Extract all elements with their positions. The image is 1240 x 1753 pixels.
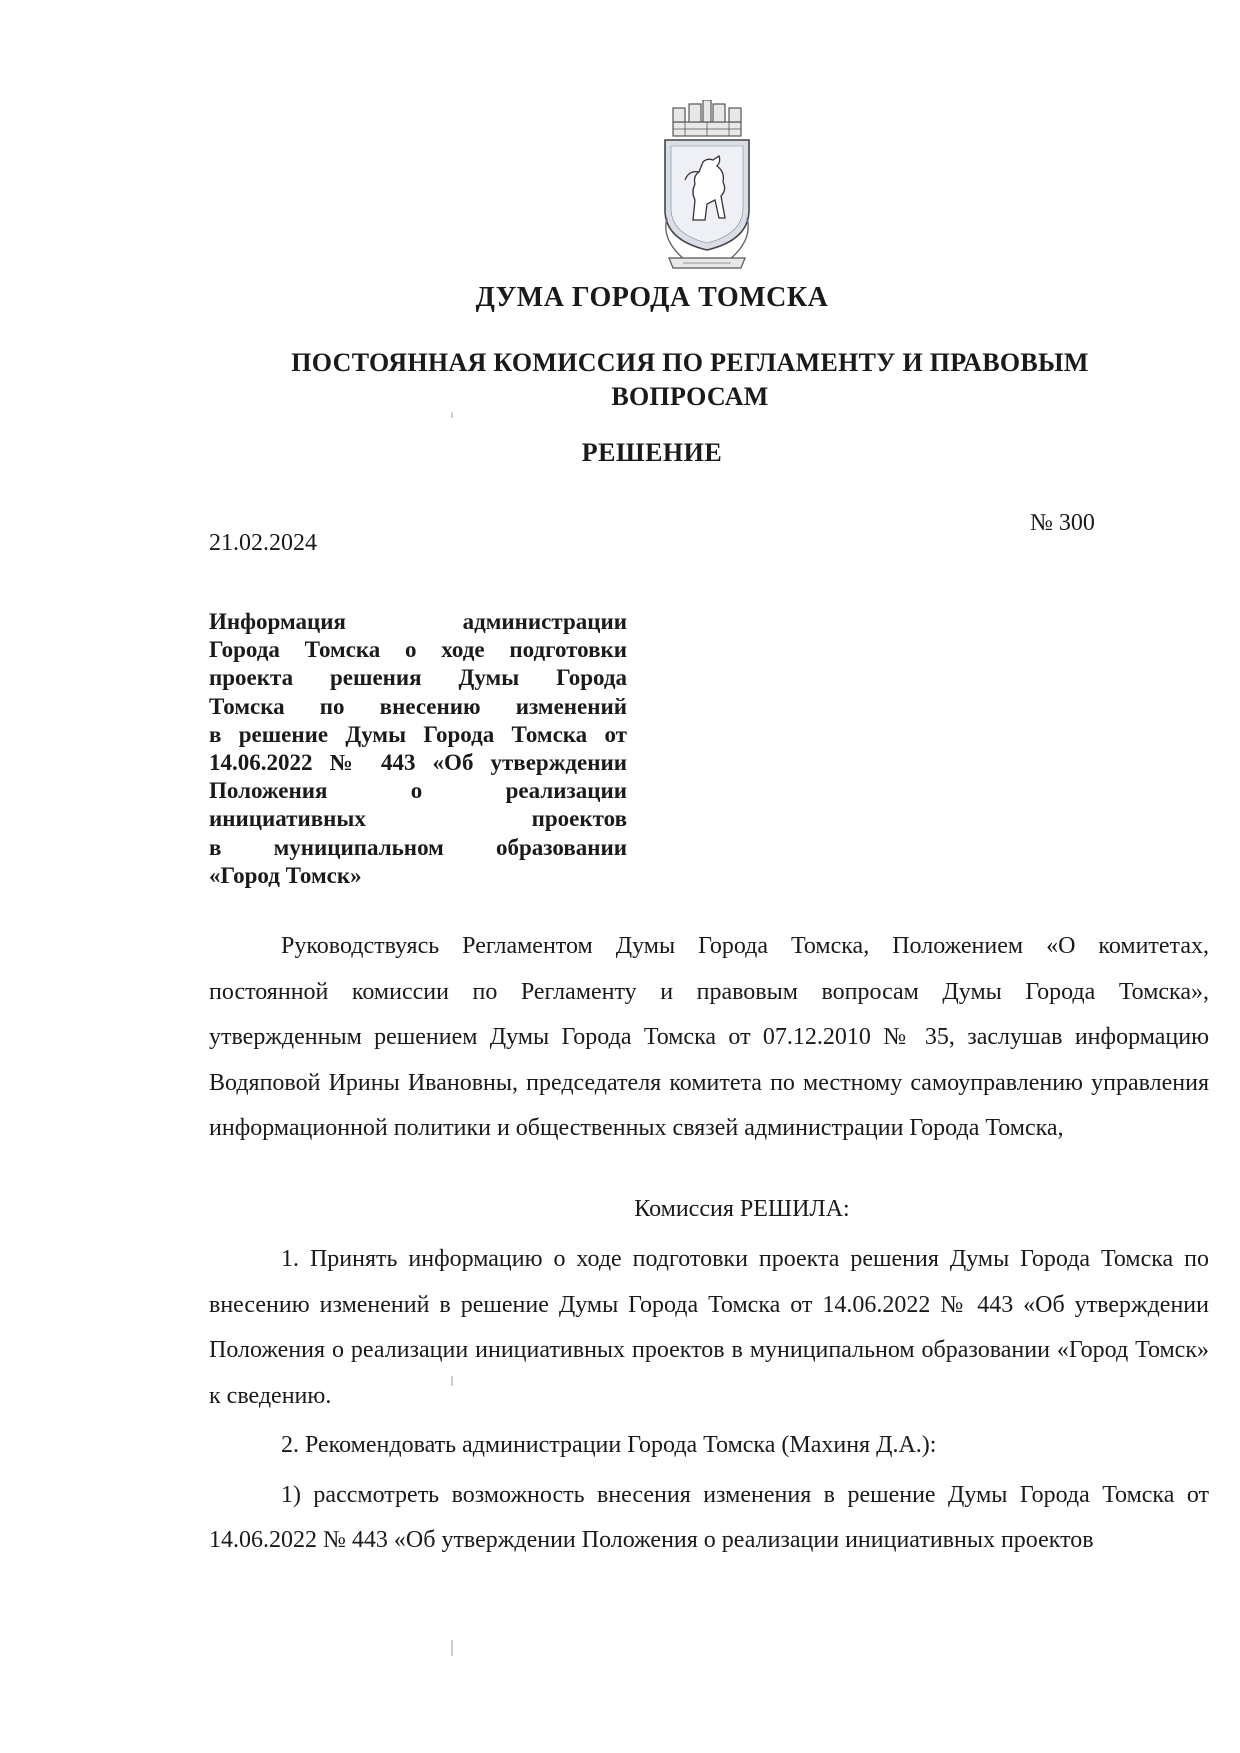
subject-line: Города Томска о ходе подготовки xyxy=(209,637,627,663)
subject-line: Положения о реализации xyxy=(209,778,627,804)
commission-title: ПОСТОЯННАЯ КОМИССИЯ ПО РЕГЛАМЕНТУ И ПРАВОВЫМ ВОПРОСАМ xyxy=(291,348,1089,411)
decision-item: 1) рассмотреть возможность внесения изменения в решение Думы Города Томска от 14.06.2022 № 443 «Об утверждении Положения о реализации инициативных проектов xyxy=(209,1481,1209,1553)
tomsk-coat-of-arms-icon xyxy=(655,100,759,278)
document-number: № 300 xyxy=(1030,510,1095,536)
document-subject xyxy=(209,608,627,890)
subject-line: проекта решения Думы Города xyxy=(209,665,627,691)
council-title: ДУМА ГОРОДА ТОМСКА xyxy=(475,282,829,313)
preamble-paragraph: Руководствуясь Регламентом Думы Города Томска, Положением «О комитетах, постоянной комиссии по Регламенту и правовым вопросам Думы Города Томска», утвержденным решением Думы Города Томска от 07.12.2010 № 35, заслушав информацию Водяповой Ирины Ивановны, председателя комитета по местному самоуправлению управления информационной политики и общественных связей администрации Города Томска, xyxy=(209,933,1209,1141)
decision-item: 2. Рекомендовать администрации Города Томска (Махиня Д.А.): xyxy=(281,1432,937,1458)
resolved-heading: Комиссия РЕШИЛА: xyxy=(634,1196,850,1222)
subject-line: инициативных проектов xyxy=(209,806,627,832)
subject-line: 14.06.2022 № 443 «Об утверждении xyxy=(209,750,627,776)
scan-mark xyxy=(451,1376,453,1386)
subject-line: «Город Томск» xyxy=(209,862,362,888)
subject-line: Томска по внесению изменений xyxy=(209,693,627,719)
document-date: 21.02.2024 xyxy=(209,530,317,556)
decision-items xyxy=(209,1237,1209,1568)
scan-mark xyxy=(451,1640,453,1656)
scan-mark xyxy=(451,412,453,418)
subject-line: в муниципальном образовании xyxy=(209,834,627,860)
subject-line: Информация администрации xyxy=(209,609,627,634)
decision-item: 1. Принять информацию о ходе подготовки проекта решения Думы Города Томска по внесению изменений в решение Думы Города Томска от 14.06.2022 № 443 «Об утверждении Положения о реализации инициативных проектов в муниципальном образовании «Город Томск» к сведению. xyxy=(209,1246,1209,1409)
document-type: РЕШЕНИЕ xyxy=(581,438,723,467)
subject-line: в решение Думы Города Томска от xyxy=(209,721,627,747)
preamble-section xyxy=(209,924,1209,1152)
